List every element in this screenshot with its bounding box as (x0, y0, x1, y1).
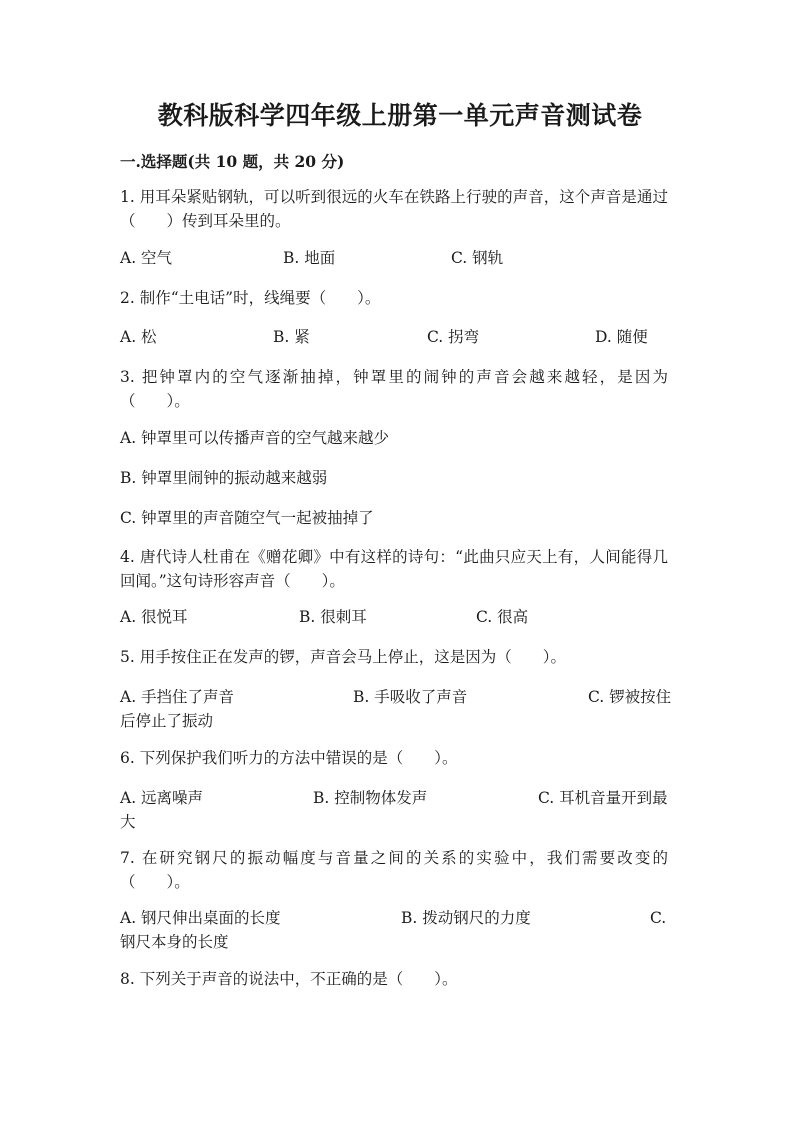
option-a[interactable]: A. 手挡住了声音 (120, 688, 235, 706)
option-b[interactable]: B. 地面 (283, 249, 336, 267)
page-title: 教科版科学四年级上册第一单元声音测试卷 (157, 101, 643, 130)
question-4: 4. 唐代诗人杜甫在《赠花卿》中有这样的诗句：“此曲只应天上有，人间能得几回闻。”这句诗形容声音（ ）。 (120, 548, 668, 590)
option-c[interactable]: C. 锣被按住 (588, 688, 672, 706)
option-c-text: C. 钟罩里的声音随空气一起被抽掉了 (120, 509, 374, 527)
option-c[interactable] (120, 506, 670, 530)
question-2: 2. 制作“土电话”时，线绳要（ ）。 (120, 289, 381, 307)
question-4-options (120, 605, 670, 629)
option-a[interactable]: A. 空气 (120, 249, 173, 267)
question-7: 7. 在研究钢尺的振动幅度与音量之间的关系的实验中，我们需要改变的（ ）。 (120, 849, 668, 891)
option-c-continued: 钢尺本身的长度 (120, 933, 229, 951)
option-a[interactable] (120, 426, 670, 450)
question-8: 8. 下列关于声音的说法中，不正确的是（ ）。 (120, 970, 458, 988)
option-c[interactable]: C. 耳机音量开到最 (538, 789, 668, 807)
option-a-text: A. 钟罩里可以传播声音的空气越来越少 (120, 429, 390, 447)
option-c-continued: 大 (120, 813, 136, 831)
option-b[interactable]: B. 很刺耳 (299, 608, 367, 626)
question-3: 3. 把钟罩内的空气逐渐抽掉，钟罩里的闹钟的声音会越来越轻，是因为（ ）。 (120, 368, 668, 410)
question-6-options (120, 786, 670, 834)
option-c-continued: 后停止了振动 (120, 712, 214, 730)
question-5-options (120, 685, 670, 733)
option-b[interactable]: B. 拨动钢尺的力度 (401, 909, 531, 927)
option-c[interactable]: C. 拐弯 (427, 328, 480, 346)
option-b[interactable] (120, 466, 670, 490)
option-b[interactable]: B. 控制物体发声 (313, 789, 428, 807)
option-b-text: B. 钟罩里闹钟的振动越来越弱 (120, 469, 328, 487)
option-c[interactable]: C. 钢轨 (451, 249, 504, 267)
option-d[interactable]: D. 随便 (595, 328, 648, 346)
option-a[interactable]: A. 很悦耳 (120, 608, 188, 626)
option-c[interactable]: C. 很高 (476, 608, 529, 626)
question-7-options (120, 906, 670, 954)
question-1: 1. 用耳朵紧贴钢轨，可以听到很远的火车在铁路上行驶的声音，这个声音是通过（ ）传到耳朵里的。 (120, 188, 668, 230)
option-a[interactable]: A. 松 (120, 328, 157, 346)
question-1-options (120, 246, 670, 270)
question-6: 6. 下列保护我们听力的方法中错误的是（ ）。 (120, 749, 458, 767)
option-b[interactable]: B. 紧 (273, 328, 310, 346)
option-a[interactable]: A. 钢尺伸出桌面的长度 (120, 909, 281, 927)
question-2-options (120, 325, 670, 349)
option-a[interactable]: A. 远离噪声 (120, 789, 204, 807)
section-heading: 一.选择题(共 10 题，共 20 分) (120, 152, 345, 171)
option-b[interactable]: B. 手吸收了声音 (353, 688, 468, 706)
option-c[interactable]: C. (650, 909, 667, 927)
question-5: 5. 用手按住正在发声的锣，声音会马上停止，这是因为（ ）。 (120, 648, 566, 666)
